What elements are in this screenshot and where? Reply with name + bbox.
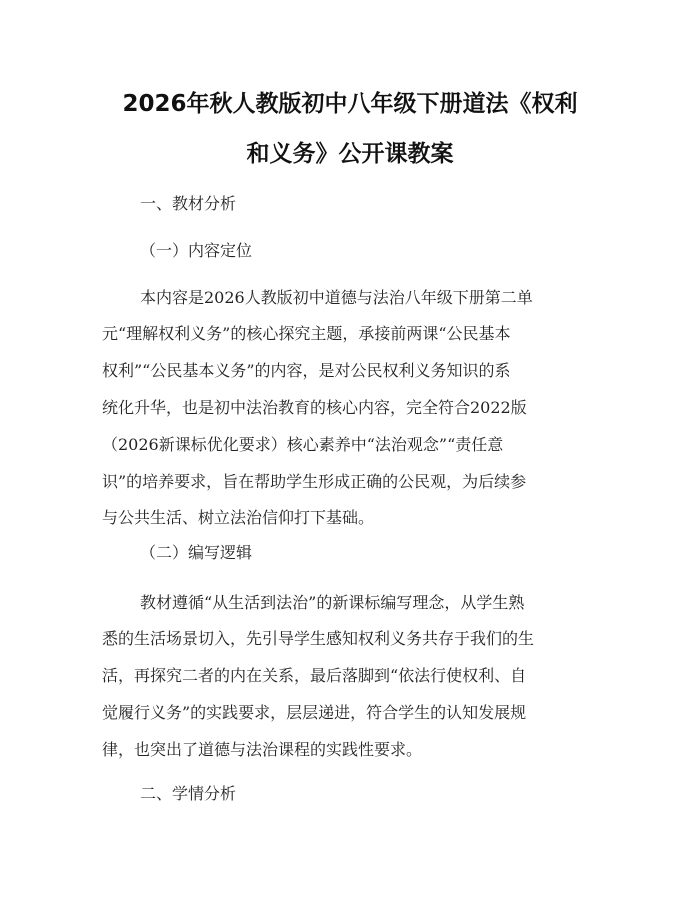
paragraph-line: 与公共生活、树立法治信仰打下基础。: [102, 508, 375, 527]
paragraph-line: 悉的生活场景切入，先引导学生感知权利义务共存于我们的生: [102, 629, 535, 648]
paragraph-line: 本内容是2026人教版初中道德与法治八年级下册第二单: [140, 288, 533, 307]
paragraph-line: 统化升华，也是初中法治教育的核心内容，完全符合2022版: [102, 398, 527, 417]
paragraph-line: （2026新课标优化要求）核心素养中“法治观念”“责任意: [102, 435, 504, 454]
paragraph-line: 律，也突出了道德与法治课程的实践性要求。: [102, 740, 423, 759]
document-title-line-1: 2026年秋人教版初中八年级下册道法《权利: [122, 91, 578, 117]
paragraph-line: 活，再探究二者的内在关系，最后落脚到“依法行使权利、自: [102, 666, 527, 685]
subsection-heading-content-positioning: （一）内容定位: [140, 241, 253, 260]
subsection-heading-writing-logic: （二）编写逻辑: [140, 543, 253, 562]
paragraph-line: 权利”“公民基本义务”的内容，是对公民权利义务知识的系: [102, 361, 511, 380]
paragraph-line: 元“理解权利义务”的核心探究主题，承接前两课“公民基本: [102, 324, 511, 343]
paragraph-line: 觉履行义务”的实践要求，层层递进，符合学生的认知发展规: [102, 703, 527, 722]
paragraph-line: 识”的培养要求，旨在帮助学生形成正确的公民观，为后续参: [102, 472, 527, 491]
document-title-line-2: 和义务》公开课教案: [246, 141, 454, 167]
section-heading-textbook-analysis: 一、教材分析: [140, 194, 237, 213]
paragraph-line: 教材遵循“从生活到法治”的新课标编写理念，从学生熟: [140, 593, 525, 612]
section-heading-learner-analysis: 二、学情分析: [140, 784, 237, 803]
